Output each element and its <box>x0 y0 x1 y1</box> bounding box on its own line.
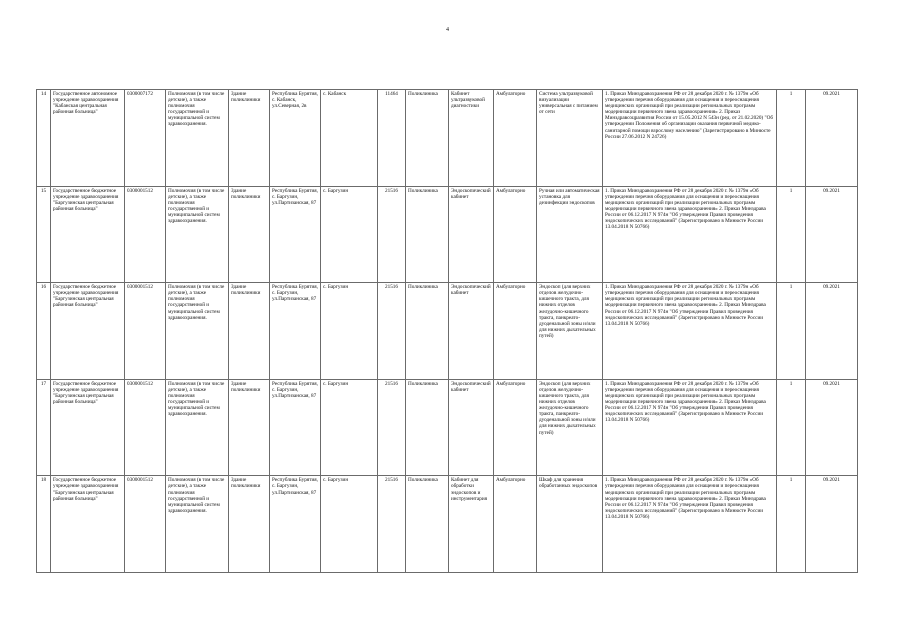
equipment-name: Система ультразвуковой визуализации универсальная с питанием от сети <box>537 90 603 187</box>
equipment-name: Эндоскоп (для верхних отделов желудочно-кишечного тракта, для нижних отделов желудочно-кишечного тракта, панкреато-дуоденальной зоны и/или для нижних дыхательных путей) <box>537 283 603 380</box>
table-row <box>37 476 858 573</box>
address: Республика Бурятия, с. Баргузин, ул.Партизанская, 87 <box>270 283 321 380</box>
care-form: Амбулаторно <box>494 476 537 573</box>
powers-description: Полномочия (в том числе детские), а также полномочия государственной и муниципальной систем здравоохранения. <box>166 379 229 476</box>
division: Поликлиника <box>406 379 449 476</box>
legal-basis: 1. Приказ Минздравохранения РФ от 28 декабря 2020 г. № 1379н «Об утверждении перечня оборудования для оснащения и переоснащения медицинских организаций при реализации региональных программ модернизации первичного звена здравоохранения» 2. Приказ Минздрава России от 06.12.2017 N 974н "Об утверждении Правил проведения эндоскопических исследований" (Зарегистрировано в Минюсте России 13.04.2018 N 50766) <box>603 476 777 573</box>
ogrn-code: 0300001512 <box>125 379 166 476</box>
delivery-date: 09.2021 <box>806 476 858 573</box>
population-code: 21516 <box>378 186 406 283</box>
delivery-date: 09.2021 <box>806 90 858 187</box>
powers-description: Полномочия (в том числе детские), а также полномочия государственной и муниципальной систем здравоохранения. <box>166 476 229 573</box>
ogrn-code: 0300001512 <box>125 186 166 283</box>
address: Республика Бурятия, с. Баргузин, ул.Партизанская, 87 <box>270 379 321 476</box>
table-row <box>37 379 858 476</box>
division: Поликлиника <box>406 90 449 187</box>
ogrn-code: 0300001512 <box>125 476 166 573</box>
table-row <box>37 283 858 380</box>
equipment-table <box>36 89 858 573</box>
building-type: Здание поликлиники <box>229 90 270 187</box>
address: Республика Бурятия, с. Баргузин, ул.Партизанская, 87 <box>270 476 321 573</box>
row-number: 18 <box>37 476 51 573</box>
building-type: Здание поликлиники <box>229 283 270 380</box>
care-form: Амбулаторно <box>494 90 537 187</box>
organization-name: Государственное автономное учреждение здравоохранения "Кабанская центральная районная больница" <box>51 90 125 187</box>
settlement: с. Баргузин <box>321 283 378 380</box>
table-row <box>37 186 858 283</box>
delivery-date: 09.2021 <box>806 283 858 380</box>
legal-basis: 1. Приказ Минздравохранения РФ от 28 декабря 2020 г. № 1379н «Об утверждении перечня оборудования для оснащения и переоснащения медицинских организаций при реализации региональных программ модернизации первичного звена здравоохранения» 2. Приказ Минздрава России от 06.12.2017 N 974н "Об утверждении Правил проведения эндоскопических исследований" (Зарегистрировано в Минюсте России 13.04.2018 N 50766) <box>603 379 777 476</box>
room-name: Эндоскопический кабинет <box>449 186 494 283</box>
row-number: 16 <box>37 283 51 380</box>
delivery-date: 09.2021 <box>806 186 858 283</box>
ogrn-code: 0300007172 <box>125 90 166 187</box>
equipment-name: Ручная или автоматическая установка для дезинфекции эндоскопов <box>537 186 603 283</box>
quantity: 1 <box>777 90 806 187</box>
building-type: Здание поликлиники <box>229 476 270 573</box>
division: Поликлиника <box>406 186 449 283</box>
room-name: Эндоскопический кабинет <box>449 283 494 380</box>
settlement: с. Баргузин <box>321 186 378 283</box>
room-name: Кабинет ультразвуковой диагностики <box>449 90 494 187</box>
delivery-date: 09.2021 <box>806 379 858 476</box>
row-number: 17 <box>37 379 51 476</box>
population-code: 21516 <box>378 379 406 476</box>
legal-basis: 1. Приказ Минздравохранения РФ от 28 декабря 2020 г. № 1379н «Об утверждении перечня оборудования для оснащения и переоснащения медицинских организаций при реализации региональных программ модернизации первичного звена здравоохранения» 2. Приказ Минздрава России от 06.12.2017 N 974н "Об утверждении Правил проведения эндоскопических исследований" (Зарегистрировано в Минюсте России 13.04.2018 N 50766) <box>603 283 777 380</box>
care-form: Амбулаторно <box>494 186 537 283</box>
equipment-name: Шкаф для хранения обработанных эндоскопов <box>537 476 603 573</box>
building-type: Здание поликлиники <box>229 186 270 283</box>
care-form: Амбулаторно <box>494 379 537 476</box>
care-form: Амбулаторно <box>494 283 537 380</box>
legal-basis: 1. Приказ Минздравохранения РФ от 28 декабря 2020 г. № 1379н «Об утверждении перечня оборудования для оснащения и переоснащения медицинских организаций при реализации региональных программ модернизации первичного звена здравоохранения» 2. Приказ Минздравсоцразвития России от 15.05.2012 N 543н (ред. от 21.02.2020) "Об утверждении Положения об организации оказания первичной медико-санитарной помощи взрослому населению" (Зарегистрировано в Минюсте России 27.06.2012 N 24726) <box>603 90 777 187</box>
address: Республика Бурятия, с. Баргузин, ул.Партизанская, 87 <box>270 186 321 283</box>
quantity: 1 <box>777 476 806 573</box>
organization-name: Государственное бюджетное учреждение здравоохранения "Баргузинская центральная районная больница" <box>51 283 125 380</box>
page-number: 4 <box>446 27 449 33</box>
row-number: 15 <box>37 186 51 283</box>
division: Поликлиника <box>406 476 449 573</box>
table-row <box>37 90 858 187</box>
population-code: 21516 <box>378 283 406 380</box>
legal-basis: 1. Приказ Минздравохранения РФ от 28 декабря 2020 г. № 1379н «Об утверждении перечня оборудования для оснащения и переоснащения медицинских организаций при реализации региональных программ модернизации первичного звена здравоохранения» 2. Приказ Минздрава России от 06.12.2017 N 974н "Об утверждении Правил проведения эндоскопических исследований" (Зарегистрировано в Минюсте России 13.04.2018 N 50766) <box>603 186 777 283</box>
quantity: 1 <box>777 283 806 380</box>
population-code: 21516 <box>378 476 406 573</box>
building-type: Здание поликлиники <box>229 379 270 476</box>
ogrn-code: 0300001512 <box>125 283 166 380</box>
settlement: с. Кабанск <box>321 90 378 187</box>
room-name: Кабинет для обработки эндоскопов и инструментария <box>449 476 494 573</box>
organization-name: Государственное бюджетное учреждение здравоохранения "Баргузинская центральная районная больница" <box>51 379 125 476</box>
quantity: 1 <box>777 186 806 283</box>
population-code: 11464 <box>378 90 406 187</box>
room-name: Эндоскопический кабинет <box>449 379 494 476</box>
equipment-name: Эндоскоп (для верхних отделов желудочно-кишечного тракта, для нижних отделов желудочно-кишечного тракта, панкреато-дуоденальной зоны и/или для нижних дыхательных путей) <box>537 379 603 476</box>
division: Поликлиника <box>406 283 449 380</box>
powers-description: Полномочия (в том числе детские), а также полномочия государственной и муниципальной систем здравоохранения. <box>166 186 229 283</box>
settlement: с. Баргузин <box>321 476 378 573</box>
organization-name: Государственное бюджетное учреждение здравоохранения "Баргузинская центральная районная больница" <box>51 476 125 573</box>
powers-description: Полномочия (в том числе детские), а также полномочия государственной и муниципальной систем здравоохранения. <box>166 90 229 187</box>
address: Республика Бурятия, с. Кабанск, ул.Северная, 2в <box>270 90 321 187</box>
quantity: 1 <box>777 379 806 476</box>
powers-description: Полномочия (в том числе детские), а также полномочия государственной и муниципальной систем здравоохранения. <box>166 283 229 380</box>
organization-name: Государственное бюджетное учреждение здравоохранения "Баргузинская центральная районная больница" <box>51 186 125 283</box>
row-number: 14 <box>37 90 51 187</box>
settlement: с. Баргузин <box>321 379 378 476</box>
